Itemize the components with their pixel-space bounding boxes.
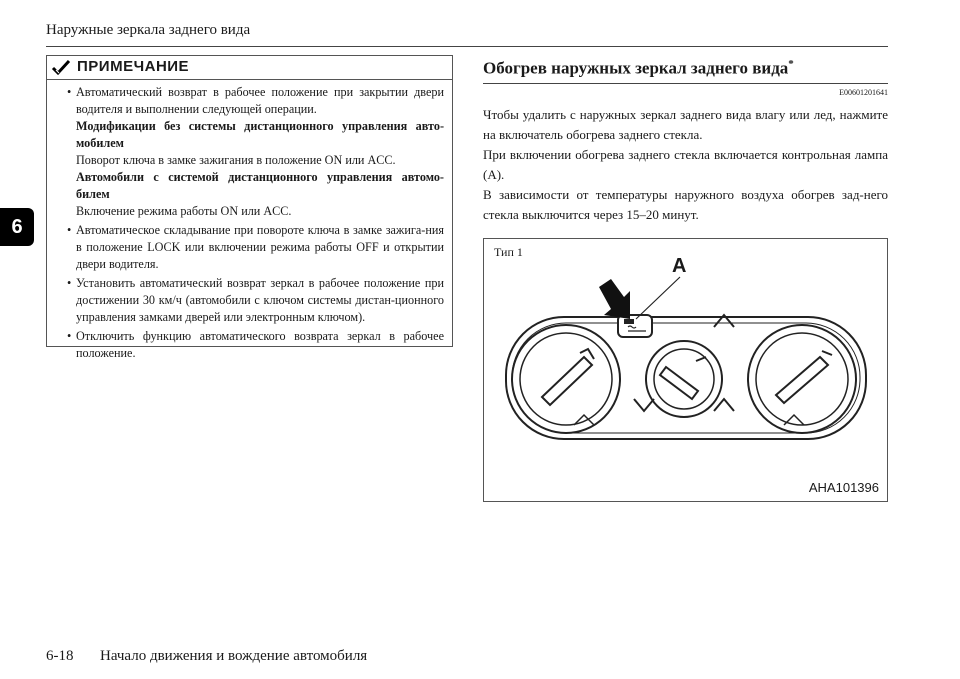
climate-panel-illustration bbox=[484, 239, 887, 501]
note-sub-text: Поворот ключа в замке зажигания в положение ON или ACC. bbox=[76, 153, 396, 167]
note-label: ПРИМЕЧАНИЕ bbox=[77, 58, 190, 75]
bullet: • bbox=[67, 85, 72, 99]
section-code: E00601201641 bbox=[839, 88, 888, 97]
bullet: • bbox=[67, 276, 72, 290]
note-item-text: Установить автоматический возврат зеркал в рабочее положение при достижении 30 км/ч (автомобили с ключом системы дистан-ционного управления замками дверей или электронным ключом). bbox=[76, 276, 444, 324]
page-number: 6-18 bbox=[46, 648, 74, 664]
left-knob bbox=[512, 325, 620, 433]
figure-type-label: Тип 1 bbox=[494, 245, 523, 259]
note-item bbox=[57, 328, 444, 362]
note-box bbox=[46, 55, 453, 360]
note-item-text: Отключить функцию автоматического возврата зеркал в рабочее положение. bbox=[76, 329, 444, 360]
note-sub-heading: Модификации без системы дистанционного управления авто-мобилем bbox=[76, 119, 444, 150]
note-header bbox=[47, 56, 452, 80]
section-title-rule bbox=[483, 83, 888, 84]
check-icon bbox=[51, 59, 71, 77]
note-item bbox=[57, 275, 444, 326]
section-paragraph: Чтобы удалить с наружных зеркал заднего вида влагу или лед, нажмите на включатель обогрева заднего стекла. bbox=[483, 107, 888, 142]
bullet: • bbox=[67, 329, 72, 343]
section-title bbox=[483, 58, 794, 79]
note-item-text: Автоматическое складывание при повороте ключа в замке зажига-ния в положение LOCK или включении режима работы OFF и открытии двери водителя. bbox=[76, 223, 444, 271]
section-paragraph: При включении обогрева заднего стекла включается контрольная лампа (A). bbox=[483, 147, 888, 182]
note-item bbox=[57, 84, 444, 220]
middle-knob bbox=[646, 341, 722, 417]
right-knob bbox=[748, 325, 856, 433]
section-title-mark: * bbox=[788, 58, 794, 70]
note-body bbox=[57, 84, 444, 364]
section-title-text: Обогрев наружных зеркал заднего вида bbox=[483, 58, 789, 78]
header-rule bbox=[46, 46, 888, 47]
figure-code: AHA101396 bbox=[808, 480, 879, 495]
figure bbox=[483, 238, 888, 502]
rear-defrost-button bbox=[618, 315, 652, 337]
note-item bbox=[57, 222, 444, 273]
header-title: Наружные зеркала заднего вида bbox=[46, 22, 251, 38]
section-body bbox=[483, 105, 888, 225]
chapter-tab: 6 bbox=[0, 208, 34, 246]
figure-callout-a: A bbox=[672, 255, 687, 277]
pointer-arrow-icon bbox=[599, 279, 630, 319]
note-sub-text: Включение режима работы ON или ACC. bbox=[76, 204, 292, 218]
bullet: • bbox=[67, 223, 72, 237]
note-sub-heading: Автомобили с системой дистанционного управления автомо-билем bbox=[76, 170, 444, 201]
section-paragraph: В зависимости от температуры наружного воздуха обогрев зад-него стекла выключится через 15–20 минут. bbox=[483, 187, 888, 222]
footer-title: Начало движения и вождение автомобиля bbox=[100, 648, 368, 664]
note-item-text: Автоматический возврат в рабочее положение при закрытии двери водителя и выполнении следующей операции. bbox=[76, 85, 444, 116]
